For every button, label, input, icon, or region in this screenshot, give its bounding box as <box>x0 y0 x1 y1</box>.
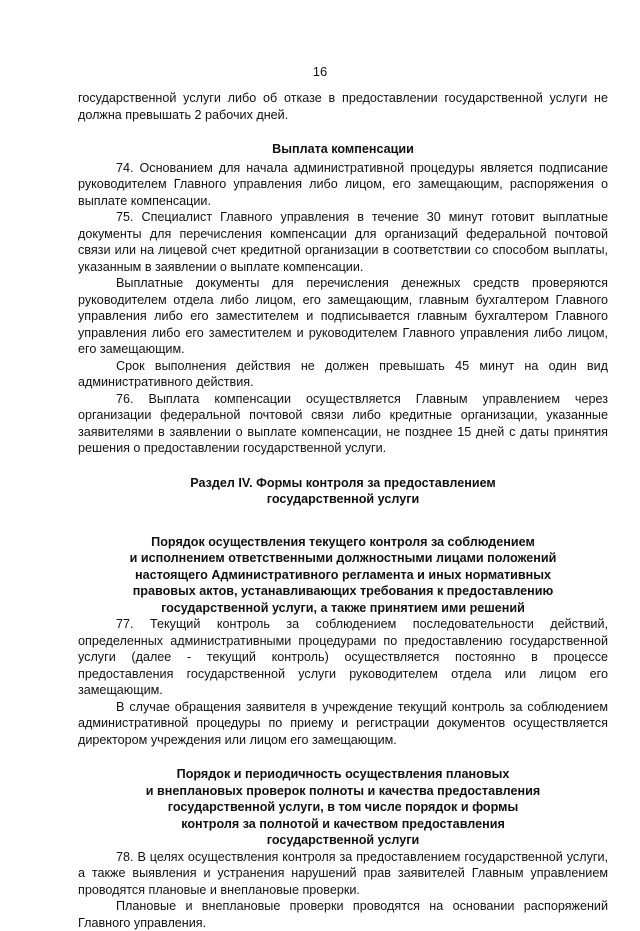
heading-line: и исполнением ответственными должностными лицами положений <box>129 551 557 565</box>
heading-inspections <box>78 766 608 849</box>
paragraph-75: 75. Специалист Главного управления в течение 30 минут готовит выплатные документы для перечисления компенсации для организаций федеральной почтовой связи или на лицевой счет кредитной организации в соответствии со способом выплаты, указанным в заявлении о выплате компенсации. <box>78 210 608 274</box>
heading-line: настоящего Административного регламента и иных нормативных <box>134 567 552 582</box>
heading-line: государственной услуги, в том числе порядок и формы <box>167 800 519 814</box>
heading-line: Раздел IV. Формы контроля за предоставлением <box>190 475 496 490</box>
paragraph-payment-docs: Выплатные документы для перечисления денежных средств проверяются руководителем отдела либо лицом, его замещающим, главным бухгалтером Главного управления либо его заместителем и подписывается главным бухгалтером Главного управления либо его заместителем и руководителем Главного управления либо лицом, его замещающим. <box>78 276 608 356</box>
page-content <box>78 90 608 931</box>
paragraph-term: Срок выполнения действия не должен превышать 45 минут на один вид административного действия. <box>78 358 608 389</box>
paragraph-77: 77. Текущий контроль за соблюдением последовательности действий, определенных административными процедурами по предоставлению государственной услуги (далее - текущий контроль) осуществляется постоянно в процессе предоставления государственной услуги руководителем отдела или лицом его замещающим. <box>78 617 608 697</box>
heading-current-control <box>78 534 608 617</box>
heading-line: Порядок осуществления текущего контроля за соблюдением <box>151 534 535 549</box>
paragraph-76: 76. Выплата компенсации осуществляется Главным управлением через организации федеральной почтовой связи либо кредитные организации, указанные заявителями в заявлении о выплате компенсации, не позднее 15 дней с даты принятия решения о предоставлении государственной услуги. <box>78 391 608 455</box>
paragraph-institution-control: В случае обращения заявителя в учреждение текущий контроль за соблюдением административной процедуры по приему и регистрации документов осуществляется директором учреждения или лицом его замещающим. <box>78 699 608 747</box>
paragraph-74: 74. Основанием для начала административной процедуры является подписание руководителем Главного управления либо лицом, его замещающим, распоряжения о выплате компенсации. <box>78 160 608 208</box>
paragraph-78: 78. В целях осуществления контроля за предоставлением государственной услуги, а также выявления и устранения нарушений прав заявителей Главным управлением проводятся плановые и внеплановые проверки. <box>78 849 608 897</box>
heading-payment: Выплата компенсации <box>272 142 414 156</box>
heading-line: правовых актов, устанавливающих требования к предоставлению <box>132 584 554 598</box>
heading-section-4 <box>78 475 608 508</box>
heading-line: Порядок и периодичность осуществления плановых <box>176 767 510 781</box>
heading-line: государственной услуги, а также принятием ими решений <box>161 600 525 615</box>
heading-line: контроля за полнотой и качеством предоставления <box>181 816 505 831</box>
paragraph-inspection-basis: Плановые и внеплановые проверки проводятся на основании распоряжений Главного управления. <box>78 899 608 930</box>
top-paragraph: государственной услуги либо об отказе в предоставлении государственной услуги не должна превышать 2 рабочих дней. <box>78 91 608 122</box>
heading-line: государственной услуги <box>266 833 420 847</box>
heading-line: государственной услуги <box>266 492 420 506</box>
heading-line: и внеплановых проверок полноты и качества предоставления <box>145 783 541 798</box>
page-number: 16 <box>312 64 328 79</box>
